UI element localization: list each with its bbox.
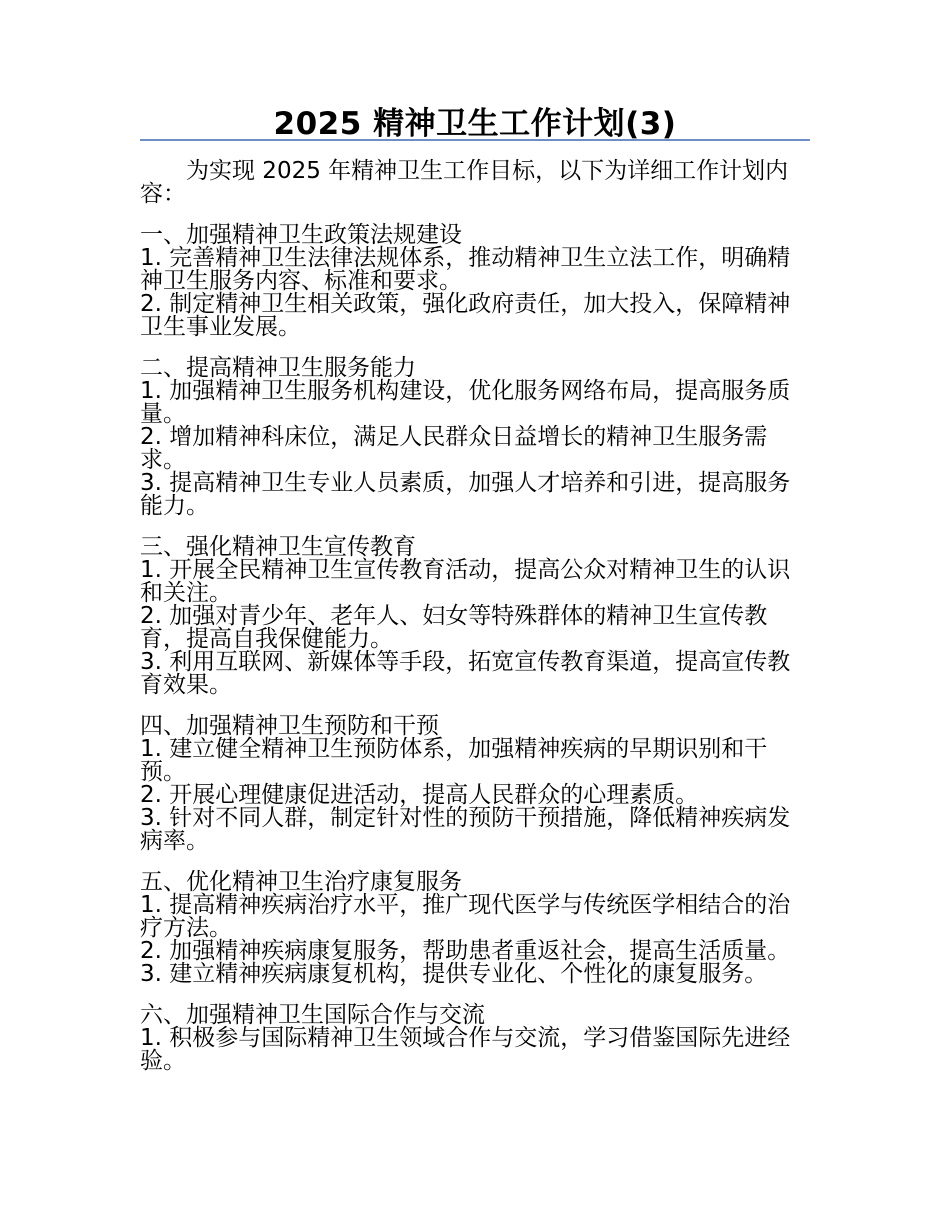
list-item: 2. 加强对青少年、老年人、妇女等特殊群体的精神卫生宣传教育，提高自我保健能力。 <box>140 603 768 652</box>
section-heading: 二、提高精神卫生服务能力 <box>140 355 416 381</box>
intro-paragraph: 为实现 2025 年精神卫生工作目标，以下为详细工作计划内容： <box>140 158 789 207</box>
list-item: 2. 制定精神卫生相关政策，强化政府责任，加大投入，保障精神卫生事业发展。 <box>140 291 791 340</box>
list-item: 1. 建立健全精神卫生预防体系，加强精神疾病的早期识别和干预。 <box>140 736 768 785</box>
list-item: 3. 针对不同人群，制定针对性的预防干预措施，降低精神疾病发病率。 <box>140 805 791 854</box>
list-item: 1. 积极参与国际精神卫生领域合作与交流，学习借鉴国际先进经验。 <box>140 1025 791 1074</box>
section-heading: 一、加强精神卫生政策法规建设 <box>140 222 462 248</box>
list-item: 1. 提高精神疾病治疗水平，推广现代医学与传统医学相结合的治疗方法。 <box>140 892 791 941</box>
section-heading: 四、加强精神卫生预防和干预 <box>140 713 439 739</box>
list-item: 3. 提高精神卫生专业人员素质，加强人才培养和引进，提高服务能力。 <box>140 470 791 519</box>
list-item: 3. 利用互联网、新媒体等手段，拓宽宣传教育渠道，提高宣传教育效果。 <box>140 649 791 698</box>
list-item: 2. 开展心理健康促进活动，提高人民群众的心理素质。 <box>140 782 699 808</box>
list-item: 2. 增加精神科床位，满足人民群众日益增长的精神卫生服务需求。 <box>140 424 768 473</box>
section-policy-regulation <box>140 224 795 339</box>
list-item: 1. 开展全民精神卫生宣传教育活动，提高公众对精神卫生的认识和关注。 <box>140 557 791 606</box>
list-item: 3. 建立精神疾病康复机构，提供专业化、个性化的康复服务。 <box>140 961 768 987</box>
section-prevention-intervention <box>140 715 795 853</box>
section-heading: 三、强化精神卫生宣传教育 <box>140 534 416 560</box>
section-treatment-rehabilitation <box>140 871 795 986</box>
section-heading: 五、优化精神卫生治疗康复服务 <box>140 869 462 895</box>
section-international-cooperation <box>140 1004 795 1073</box>
section-service-capacity <box>140 357 795 518</box>
list-item: 2. 加强精神疾病康复服务，帮助患者重返社会，提高生活质量。 <box>140 938 791 964</box>
list-item: 1. 加强精神卫生服务机构建设，优化服务网络布局，提高服务质量。 <box>140 378 791 427</box>
document-title: 2025 精神卫生工作计划(3) <box>273 106 677 142</box>
section-heading: 六、加强精神卫生国际合作与交流 <box>140 1002 485 1028</box>
list-item: 1. 完善精神卫生法律法规体系，推动精神卫生立法工作，明确精神卫生服务内容、标准和要求。 <box>140 245 791 294</box>
section-publicity-education <box>140 536 795 697</box>
document-body <box>140 160 795 1091</box>
title-underline <box>140 139 810 141</box>
